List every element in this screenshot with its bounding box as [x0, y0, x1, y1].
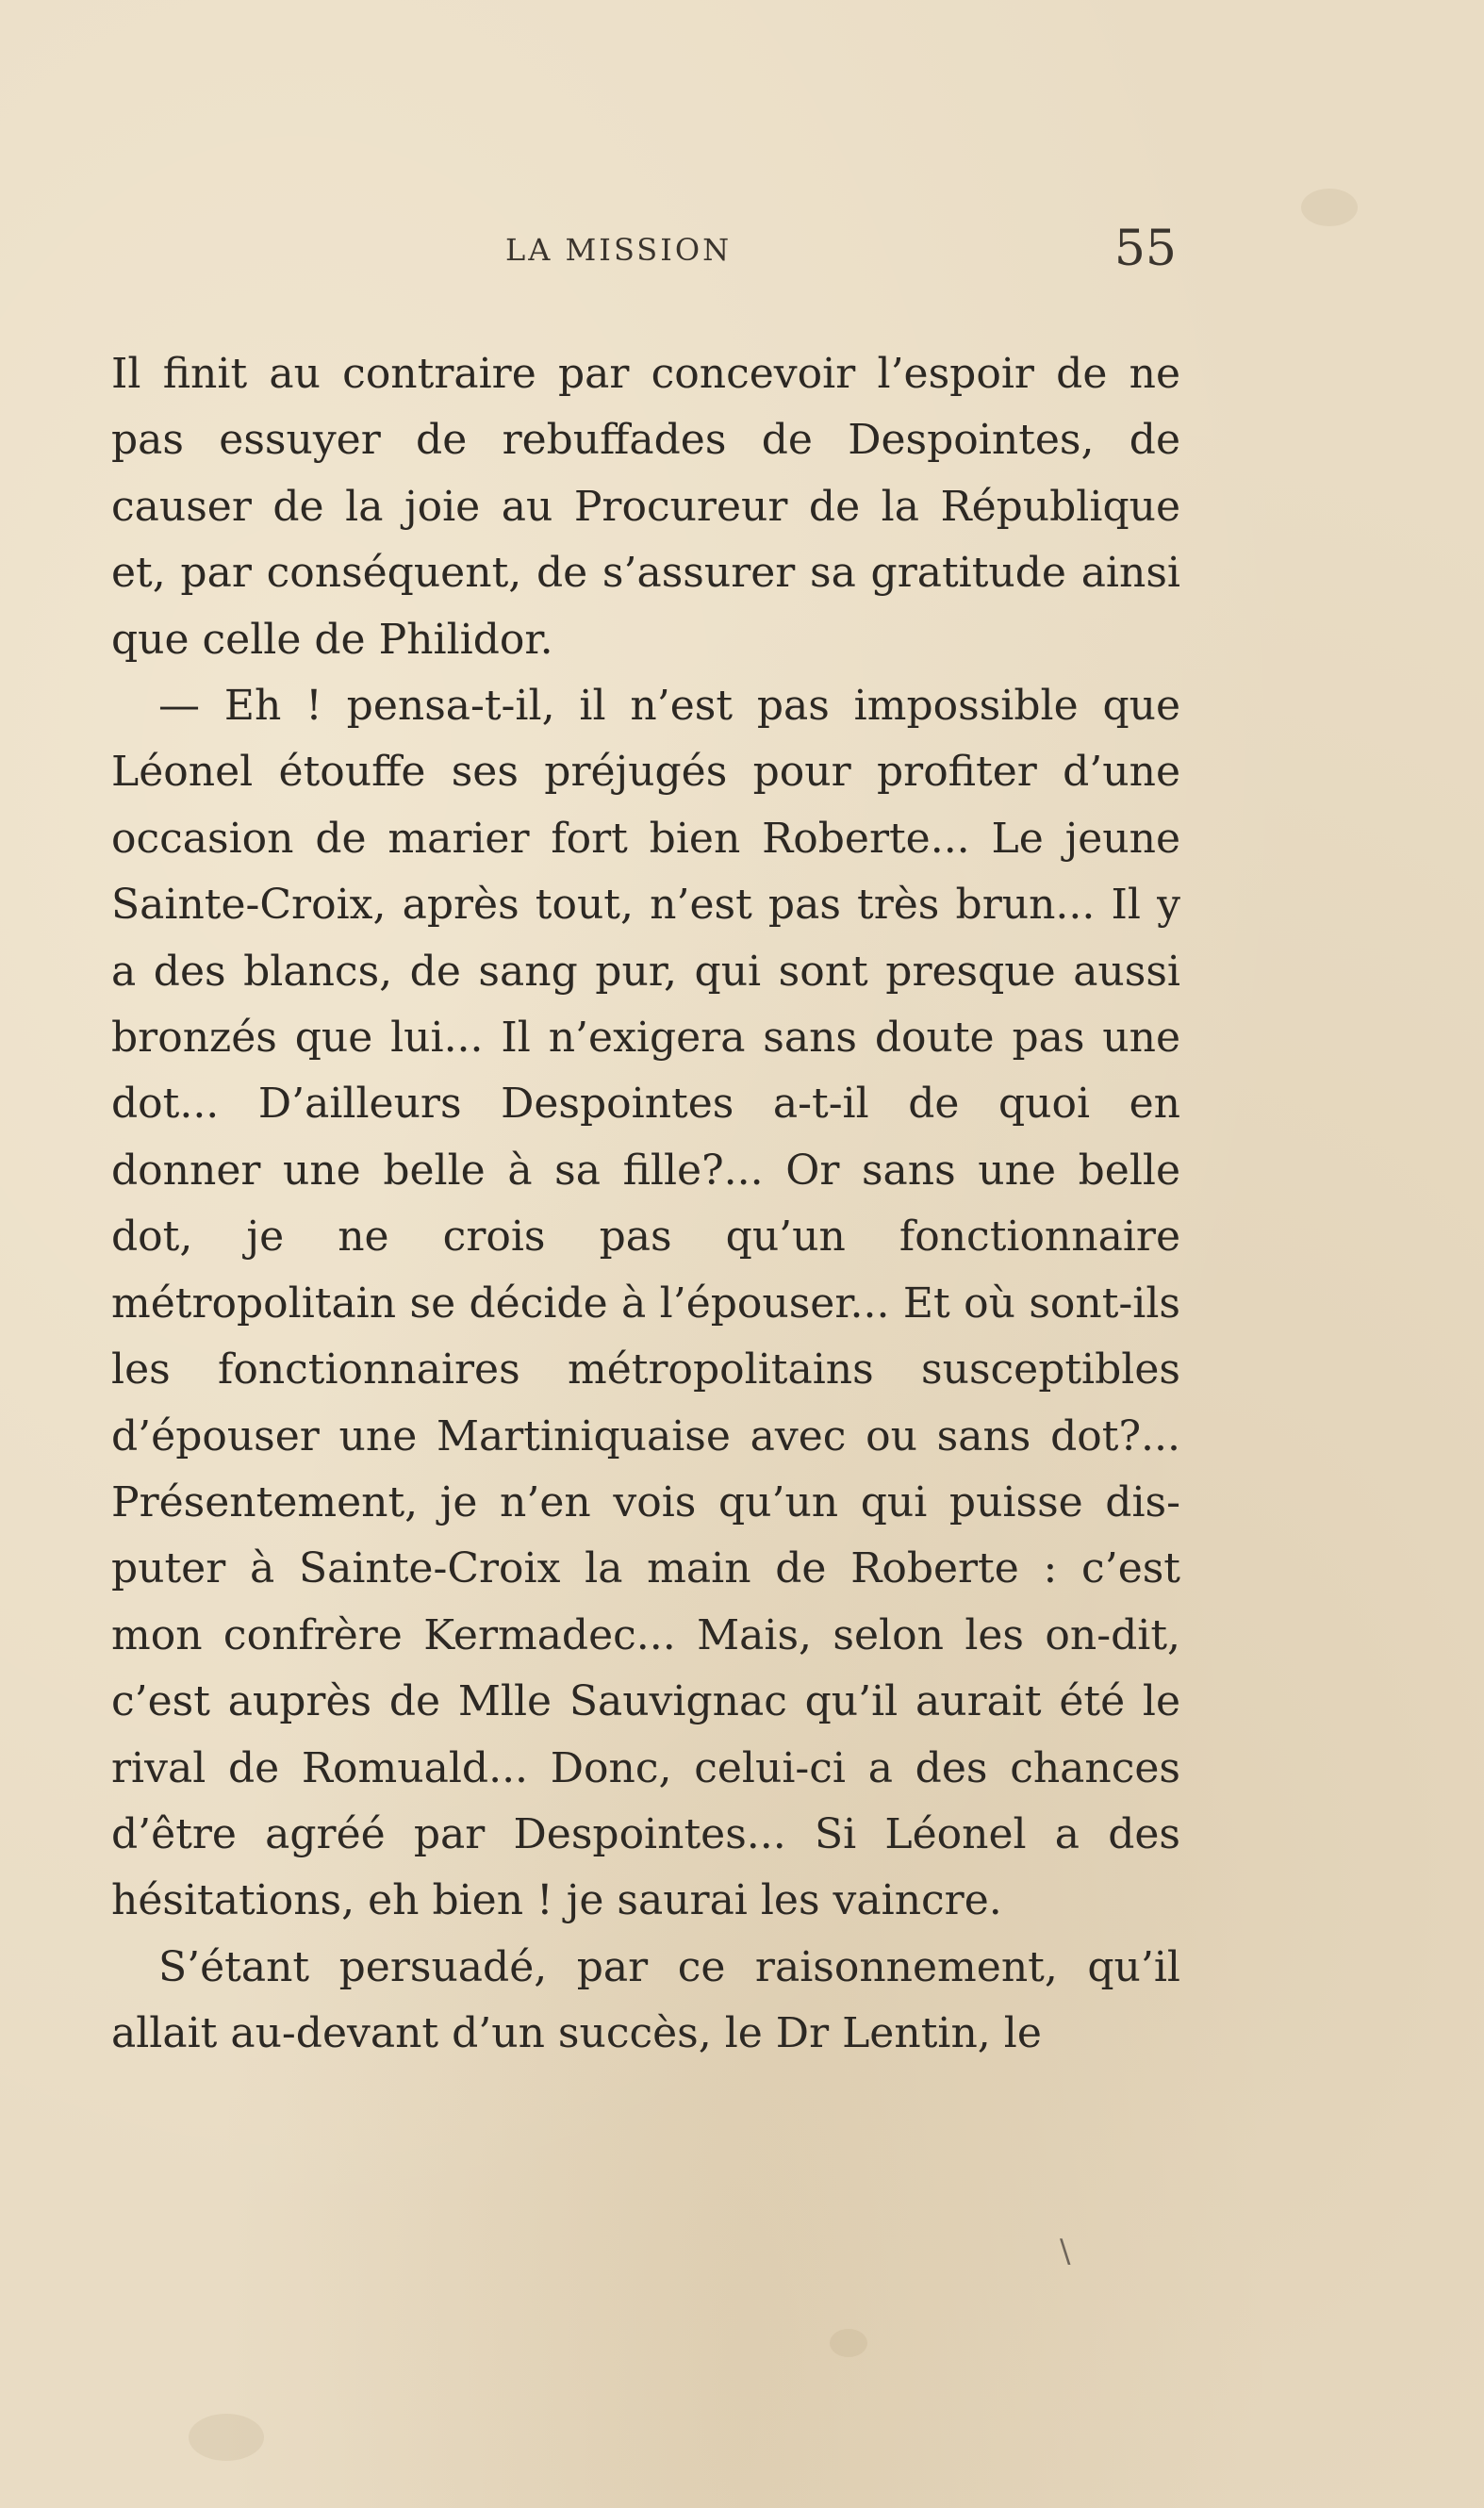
paragraph: Il finit au contraire par concevoir l’espoir de ne pas essuyer de rebuffades de Despointes, de causer de la joie au Procureur de la République et, par conséquent, de s’assurer sa gratitude ainsi que celle de Philidor.: [111, 350, 1180, 664]
body-text: [111, 341, 1180, 2068]
paragraph: S’étant persuadé, par ce raisonnement, qu’il allait au-devant d’un succès, le Dr Lentin, le: [111, 1942, 1180, 2058]
paragraph: — Eh ! pensa-t-il, il n’est pas impossible que Léonel étouffe ses préjugés pour profiter d’une occasion de marier fort bien Roberte... Le jeune Sainte-Croix, après tout, n’est pas très brun... Il y a des blancs, de sang pur, qui sont presque aussi bronzés que lui... Il n’exigera sans doute pas une dot... D’ailleurs Despointes a-t-il de quoi en donner une belle à sa fille?... Or sans une belle dot, je ne crois pas qu’un fonctionnaire métropolitain se décide à l’épouser... Et où sont-ils les fonctionnaires métropolitains susceptibles d’épouser une Martiniquaise avec ou sans dot?... Présentement, je n’en vois qu’un qui puisse disputer à Sainte-Croix la main de Roberte : c’est mon confrère Kermadec... Mais, selon les on-dit, c’est auprès de Mlle Sauvignac qu’il aurait été le rival de Romuald... Donc, celui-ci a des chances d’être agréé par Despointes... Si Léonel a des hésitations, eh bien ! je saurai les vaincre.: [111, 682, 1180, 1925]
paper-stain: [1301, 189, 1358, 226]
paper-stain: [189, 2414, 264, 2461]
running-head: [111, 221, 1180, 283]
stray-mark: \: [1060, 2233, 1071, 2270]
paper-stain: [830, 2329, 867, 2357]
running-title: LA MISSION: [505, 232, 733, 268]
page-number: 55: [1113, 221, 1177, 277]
